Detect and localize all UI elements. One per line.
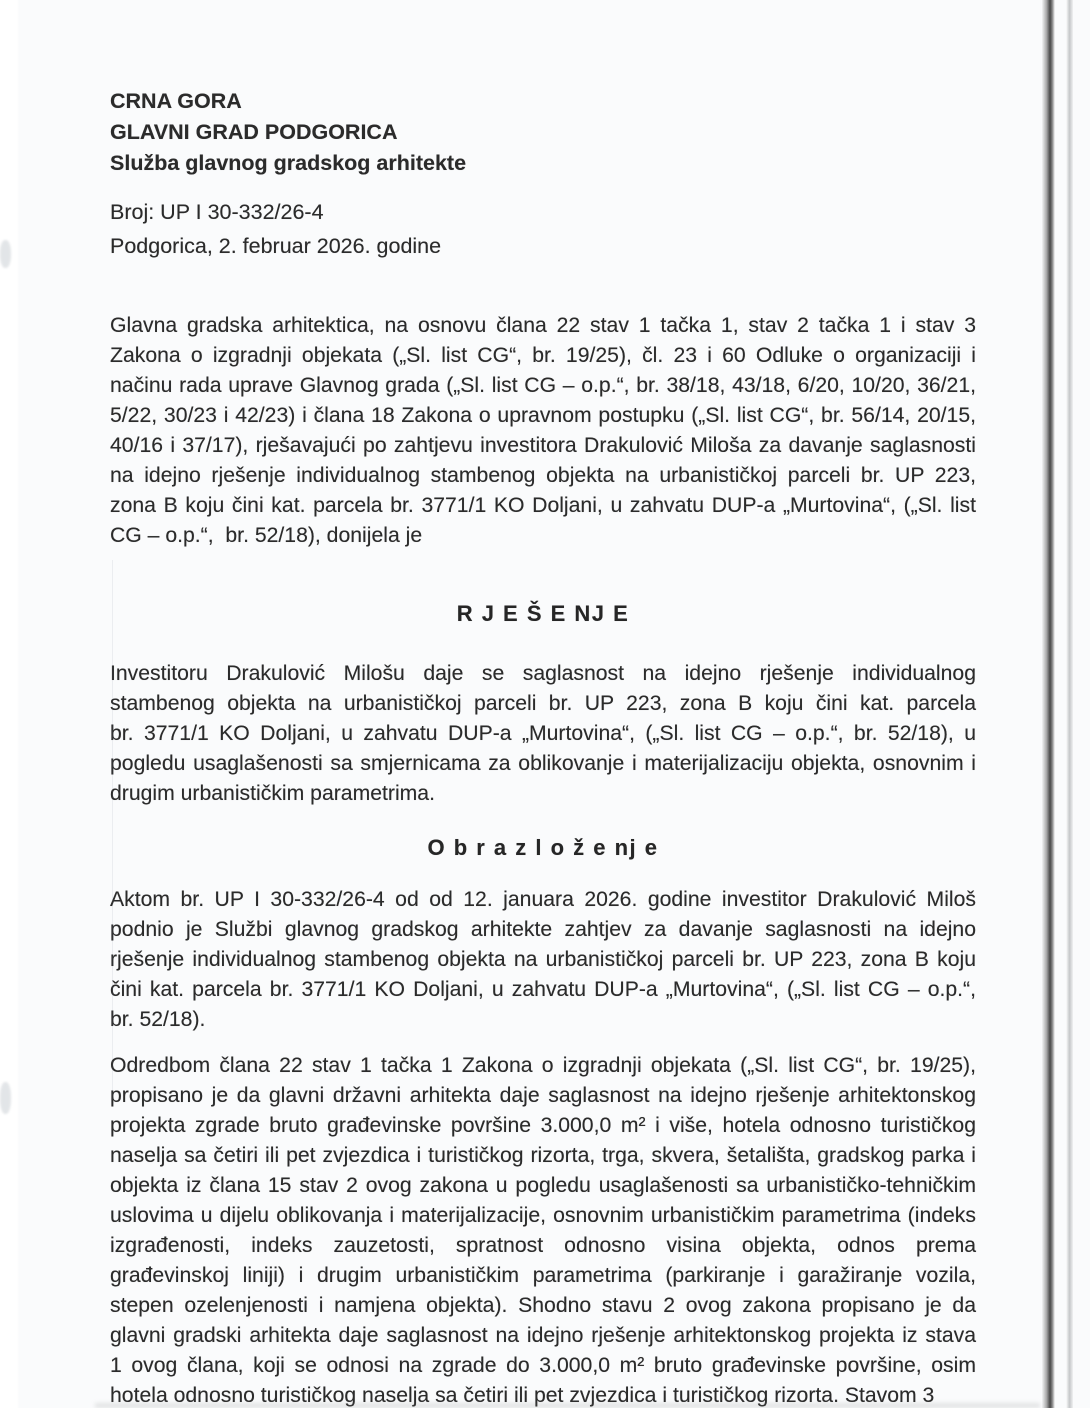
text-line: naselja sa četiri ili pet zvjezdica i turističkog rizorta, trga, skvera, šetališta, gradskog parka i: [110, 1144, 976, 1167]
text-line: čini kat. parcela br. 3771/1 KO Doljani, u zahvatu DUP-a „Murtovina“, („Sl. list CG – o.p.“,: [110, 978, 976, 1001]
text-line: projekta zgrade bruto građevinske površine 3.000,0 m² i više, hotela odnosno turističkog: [110, 1114, 976, 1137]
scan-fold-artifact: [112, 560, 113, 1100]
text-line: građevinskoj liniji) i drugim urbanističkim parametrima (parkiranje i garažiranje vozila,: [110, 1264, 976, 1287]
text-line: izgrađenosti, indeks zauzetosti, spratnost odnosno visina objekta, odnos prema: [110, 1234, 976, 1257]
scan-edge-line-light: [1066, 0, 1073, 1408]
text-line: 5/22, 30/23 i 42/23) i člana 18 Zakona o upravnom postupku („Sl. list CG“, br. 56/14, 20/15,: [110, 404, 976, 427]
text-line: na idejno rješenje individualnog stambenog objekta na urbanističkoj parceli br. UP 223,: [110, 464, 976, 487]
text-line: 1 ovog člana, koji se odnosi na zgrade do 3.000,0 m² bruto građevinske površine, osim: [110, 1354, 976, 1377]
text-line: Aktom br. UP I 30-332/26-4 od od 12. januara 2026. godine investitor Drakulović Miloš: [110, 888, 976, 911]
scan-smudge-artifact: [0, 1082, 11, 1114]
text-line: zona B koju čini kat. parcela br. 3771/1 KO Doljani, u zahvatu DUP-a „Murtovina“, („Sl. list: [110, 494, 976, 517]
letterhead: [110, 86, 976, 179]
letterhead-country: CRNA GORA: [110, 89, 242, 113]
text-line: uslovima u dijelu oblikovanja i materijalizacije, osnovnim urbanističkim parametrima (indeks: [110, 1204, 976, 1227]
text-line: Odredbom člana 22 stav 1 tačka 1 Zakona o izgradnji objekata („Sl. list CG“, br. 19/25),: [110, 1054, 976, 1077]
text-line: propisano je da glavni državni arhitekta daje saglasnost na idejno rješenje arhitektonskog: [110, 1084, 976, 1107]
rationale-heading: O b r a z l o ž e nj e: [427, 835, 659, 860]
text-line: podnio je Službi glavnog gradskog arhitekte zahtjev za davanje saglasnosti na idejno: [110, 918, 976, 941]
document-content: [110, 86, 976, 1408]
rationale-paragraph-2: [110, 1051, 976, 1408]
text-line: pogledu usaglašenosti sa smjernicama za oblikovanje i materijalizaciju objekta, osnovnim i: [110, 752, 976, 775]
text-line: glavni gradski arhitekta daje saglasnost na idejno rješenje arhitektonskog projekta iz stava: [110, 1324, 976, 1347]
text-line: rješenje individualnog stambenog objekta na urbanističkoj parceli br. UP 223, zona B koju: [110, 948, 976, 971]
case-number: Broj: UP I 30-332/26-4: [110, 200, 324, 224]
text-line: br. 3771/1 KO Doljani, u zahvatu DUP-a „Murtovina“, („Sl. list CG – o.p.“, br. 52/18), u: [110, 722, 976, 745]
text-line: Zakona o izgradnji objekata („Sl. list CG“, br. 19/25), čl. 23 i 60 Odluke o organizaciji i: [110, 344, 976, 367]
scan-bottom-shadow: [95, 1403, 1040, 1408]
text-line: Glavna gradska arhitektica, na osnovu člana 22 stav 1 tačka 1, stav 2 tačka 1 i stav 3: [110, 314, 976, 337]
case-info-block: [110, 195, 976, 263]
intro-paragraph: [110, 311, 976, 551]
letterhead-department: Služba glavnog gradskog arhitekte: [110, 151, 467, 175]
letterhead-city: GLAVNI GRAD PODGORICA: [110, 120, 398, 144]
text-line: načinu rada uprave Glavnog grada („Sl. list CG – o.p.“, br. 38/18, 43/18, 6/20, 10/20, 36/21,: [110, 374, 976, 397]
text-line: br. 52/18).: [110, 1008, 206, 1031]
text-line: CG – o.p.“, br. 52/18), donijela je: [110, 524, 423, 547]
place-date: Podgorica, 2. februar 2026. godine: [110, 234, 442, 258]
text-line: hotela odnosno turističkog naselja sa četiri ili pet zvjezdica i turističkog rizorta. Stavom 3: [110, 1384, 935, 1407]
text-line: objekta iz člana 15 stav 2 ovog zakona u pogledu usaglašenosti sa urbanističko-tehničkim: [110, 1174, 976, 1197]
scan-edge-line-dark: [1042, 0, 1055, 1408]
rationale-paragraph-1: [110, 885, 976, 1035]
text-line: drugim urbanističkim parametrima.: [110, 782, 435, 805]
text-line: stepen ozelenjenosti i namjena objekta). Shodno stavu 2 ovog zakona propisano je da: [110, 1294, 976, 1317]
decision-heading: R J E Š E NJ E: [456, 601, 630, 626]
decision-paragraph: [110, 659, 976, 809]
text-line: 40/16 i 37/17), rješavajući po zahtjevu investitora Drakulović Miloša za davanje saglasnosti: [110, 434, 976, 457]
text-line: Investitoru Drakulović Milošu daje se saglasnost na idejno rješenje individualnog: [110, 662, 976, 685]
text-line: stambenog objekta na urbanističkoj parceli br. UP 223, zona B koju čini kat. parcela: [110, 692, 976, 715]
scan-smudge-artifact: [0, 240, 11, 268]
